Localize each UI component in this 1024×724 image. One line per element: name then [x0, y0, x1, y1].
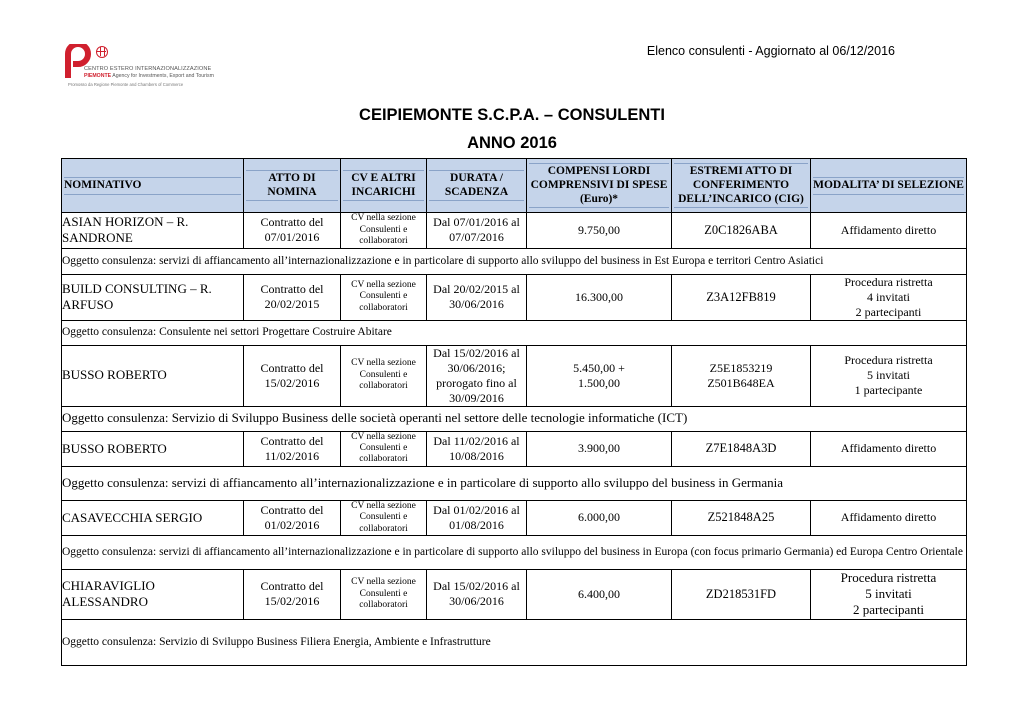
cell-cv: CV nella sezione Consulenti e collaboratori — [341, 345, 427, 406]
col-cv: CV E ALTRI INCARICHI — [341, 159, 427, 213]
table-row-oggetto — [62, 406, 967, 431]
cell-cv: CV nella sezione Consulenti e collaboratori — [341, 274, 427, 320]
table-row-oggetto — [62, 466, 967, 500]
cell-modalita: Affidamento diretto — [811, 213, 967, 248]
logo-line1: CENTRO ESTERO INTERNAZIONALIZZAZIONE — [84, 66, 212, 72]
cell-compensi: 9.750,00 — [527, 213, 672, 248]
header-note: Elenco consulenti - Aggiornato al 06/12/2016 — [646, 44, 895, 58]
cell-durata: Dal 20/02/2015 al 30/06/2016 — [427, 274, 527, 320]
col-atto: ATTO DI NOMINA — [244, 159, 341, 213]
cell-compensi: 6.400,00 — [527, 569, 672, 619]
table-header-row — [62, 159, 967, 213]
cell-compensi: 16.300,00 — [527, 274, 672, 320]
cell-cig: Z0C1826ABA — [672, 213, 811, 248]
cell-cig: Z5E1853219 Z501B648EA — [672, 345, 811, 406]
col-modalita: MODALITA’ DI SELEZIONE — [811, 159, 967, 213]
consultants-table — [61, 158, 967, 666]
table-row-oggetto — [62, 535, 967, 569]
cell-cv: CV nella sezione Consulenti e collaboratori — [341, 500, 427, 535]
cell-cig: ZD218531FD — [672, 569, 811, 619]
cell-nominativo: CASAVECCHIA SERGIO — [62, 500, 244, 535]
cell-nominativo: CHIARAVIGLIO ALESSANDRO — [62, 569, 244, 619]
cell-atto: Contratto del 01/02/2016 — [244, 500, 341, 535]
table-row — [62, 345, 967, 406]
globe-icon — [96, 46, 108, 58]
table-row — [62, 274, 967, 320]
cell-cv: CV nella sezione Consulenti e collaboratori — [341, 213, 427, 248]
cell-oggetto: Oggetto consulenza: servizi di affiancamento all’internazionalizzazione e in particolare di supporto allo sviluppo del business in Germania — [62, 466, 967, 500]
cell-compensi: 3.900,00 — [527, 431, 672, 466]
cell-durata: Dal 15/02/2016 al 30/06/2016; prorogato fino al 30/09/2016 — [427, 345, 527, 406]
col-estremi: ESTREMI ATTO DI CONFERIMENTO DELL’INCARICO (CIG) — [672, 159, 811, 213]
logo — [64, 44, 214, 92]
col-compensi: COMPENSI LORDI COMPRENSIVI DI SPESE (Euro)* — [527, 159, 672, 213]
table-row — [62, 431, 967, 466]
cell-atto: Contratto del 20/02/2015 — [244, 274, 341, 320]
col-durata: DURATA / SCADENZA — [427, 159, 527, 213]
page-subtitle: ANNO 2016 — [467, 134, 557, 152]
cell-modalita: Procedura ristretta 4 invitati 2 partecipanti — [811, 274, 967, 320]
table-row-oggetto — [62, 248, 967, 274]
table-row-oggetto — [62, 320, 967, 345]
cell-modalita: Procedura ristretta 5 invitati 1 partecipante — [811, 345, 967, 406]
table-row — [62, 569, 967, 619]
cell-atto: Contratto del 07/01/2016 — [244, 213, 341, 248]
cell-modalita: Procedura ristretta 5 invitati 2 partecipanti — [811, 569, 967, 619]
cell-modalita: Affidamento diretto — [811, 431, 967, 466]
table-row — [62, 500, 967, 535]
cell-cv: CV nella sezione Consulenti e collaboratori — [341, 569, 427, 619]
table-row — [62, 213, 967, 248]
table-row-oggetto — [62, 619, 967, 665]
logo-line2: PIEMONTE Agency for Investments, Export and Tourism — [84, 73, 214, 79]
cell-durata: Dal 11/02/2016 al 10/08/2016 — [427, 431, 527, 466]
cell-oggetto: Oggetto consulenza: Servizio di Sviluppo Business delle società operanti nel settore delle tecnologie informatiche (ICT) — [62, 406, 967, 431]
cell-compensi: 6.000,00 — [527, 500, 672, 535]
logo-line3: Promosso da Regione Piemonte and Chambers of Commerce — [68, 82, 184, 87]
cell-oggetto: Oggetto consulenza: Consulente nei settori Progettare Costruire Abitare — [62, 320, 967, 345]
cell-atto: Contratto del 11/02/2016 — [244, 431, 341, 466]
cell-nominativo: ASIAN HORIZON – R. SANDRONE — [62, 213, 244, 248]
cell-durata: Dal 01/02/2016 al 01/08/2016 — [427, 500, 527, 535]
cell-oggetto: Oggetto consulenza: servizi di affiancamento all’internazionalizzazione e in particolare di supporto allo sviluppo del business in Est Europa e territori Centro Asiatici — [62, 248, 967, 274]
col-nominativo: NOMINATIVO — [62, 159, 244, 213]
cell-atto: Contratto del 15/02/2016 — [244, 345, 341, 406]
page-title: CEIPIEMONTE S.C.P.A. – CONSULENTI — [359, 106, 665, 124]
cell-cig: Z521848A25 — [672, 500, 811, 535]
cell-nominativo: BUSSO ROBERTO — [62, 345, 244, 406]
cell-nominativo: BUSSO ROBERTO — [62, 431, 244, 466]
cell-modalita: Affidamento diretto — [811, 500, 967, 535]
cell-oggetto: Oggetto consulenza: Servizio di Sviluppo Business Filiera Energia, Ambiente e Infrastrutture — [62, 619, 967, 665]
cell-cig: Z3A12FB819 — [672, 274, 811, 320]
cell-cig: Z7E1848A3D — [672, 431, 811, 466]
cell-nominativo: BUILD CONSULTING – R. ARFUSO — [62, 274, 244, 320]
cell-compensi: 5.450,00 + 1.500,00 — [527, 345, 672, 406]
cell-oggetto: Oggetto consulenza: servizi di affiancamento all’internazionalizzazione e in particolare di supporto allo sviluppo del business in Europa (con focus primario Germania) ed Europa Centro Orientale — [62, 535, 967, 569]
cell-durata: Dal 07/01/2016 al 07/07/2016 — [427, 213, 527, 248]
cell-cv: CV nella sezione Consulenti e collaboratori — [341, 431, 427, 466]
cell-atto: Contratto del 15/02/2016 — [244, 569, 341, 619]
cell-durata: Dal 15/02/2016 al 30/06/2016 — [427, 569, 527, 619]
